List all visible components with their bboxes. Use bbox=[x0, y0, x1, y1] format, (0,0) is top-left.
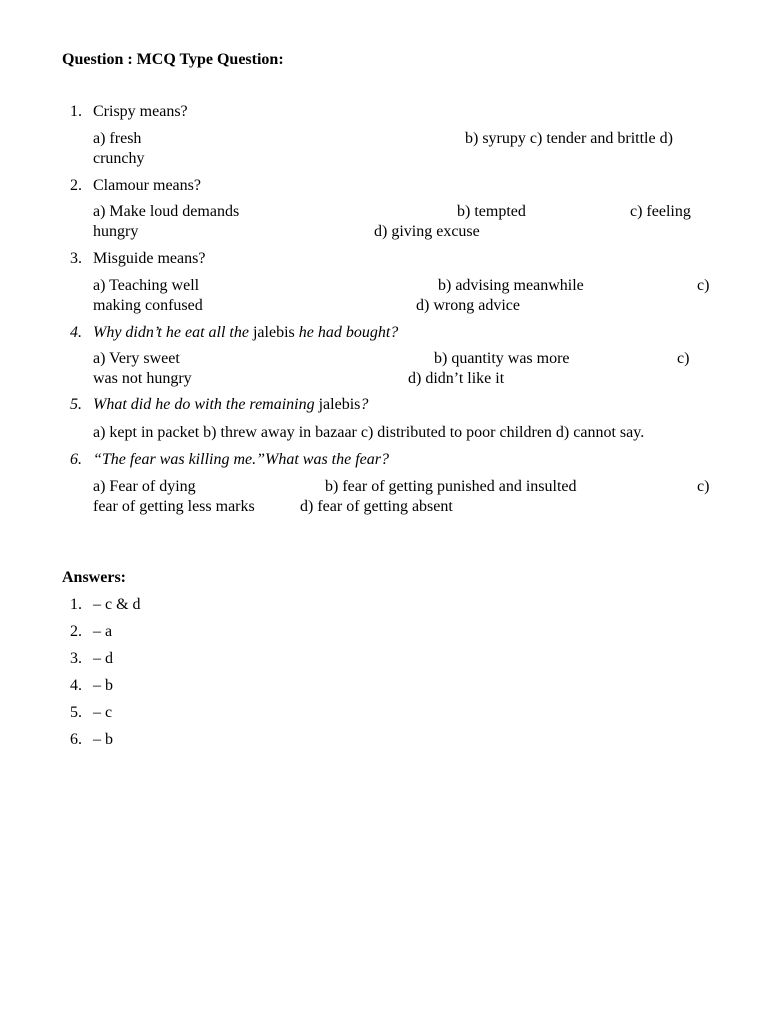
option-a: a) fresh bbox=[93, 130, 142, 147]
option-c-continued: was not hungry bbox=[93, 370, 192, 387]
option-c: c) bbox=[697, 478, 710, 495]
option-d: d) fear of getting absent bbox=[300, 498, 453, 515]
option-c: c) bbox=[697, 277, 710, 294]
question-text: Crispy means? bbox=[93, 103, 188, 120]
question-text: What did he do with the remaining jalebis? bbox=[93, 396, 369, 413]
question-number: 3. bbox=[70, 250, 82, 267]
options-line: a) kept in packet b) threw away in bazaar c) distributed to poor children d) cannot say. bbox=[93, 424, 645, 441]
answer-text: – c bbox=[93, 704, 113, 721]
answer-number: 5. bbox=[70, 704, 82, 721]
option-a: a) Fear of dying bbox=[93, 478, 196, 495]
answer-text: – b bbox=[93, 731, 113, 748]
question-number: 2. bbox=[70, 177, 82, 194]
option-c: c) bbox=[677, 350, 690, 367]
question-number: 1. bbox=[70, 103, 82, 120]
question-number: 5. bbox=[70, 396, 82, 413]
option-b: b) advising meanwhile bbox=[438, 277, 584, 294]
answers-heading: Answers: bbox=[62, 569, 126, 586]
option-a: a) Very sweet bbox=[93, 350, 180, 367]
option-a: a) Make loud demands bbox=[93, 203, 240, 220]
option-d: d) didn’t like it bbox=[408, 370, 505, 387]
option-c-continued: making confused bbox=[93, 297, 203, 314]
answer-number: 6. bbox=[70, 731, 82, 748]
option-d: d) wrong advice bbox=[416, 297, 520, 314]
option-b: b) quantity was more bbox=[434, 350, 570, 367]
option-b: b) tempted bbox=[457, 203, 526, 220]
option-d-continued: crunchy bbox=[93, 150, 145, 167]
option-b-c-d: b) syrupy c) tender and brittle d) bbox=[465, 130, 673, 147]
option-c-continued: hungry bbox=[93, 223, 139, 240]
question-number: 6. bbox=[70, 451, 82, 468]
answer-number: 4. bbox=[70, 677, 82, 694]
option-a: a) Teaching well bbox=[93, 277, 200, 294]
question-text: Clamour means? bbox=[93, 177, 201, 194]
question-text: Why didn’t he eat all the jalebis he had bought? bbox=[93, 324, 399, 341]
answer-number: 1. bbox=[70, 596, 82, 613]
option-c: c) feeling bbox=[630, 203, 691, 220]
page-heading: Question : MCQ Type Question: bbox=[62, 51, 284, 68]
question-text: “The fear was killing me.”What was the fear? bbox=[93, 451, 389, 468]
question-number: 4. bbox=[70, 324, 82, 341]
option-c-continued: fear of getting less marks bbox=[93, 498, 255, 515]
option-d: d) giving excuse bbox=[374, 223, 480, 240]
option-b: b) fear of getting punished and insulted bbox=[325, 478, 577, 495]
answer-number: 2. bbox=[70, 623, 82, 640]
answer-text: – c & d bbox=[93, 596, 141, 613]
answer-text: – a bbox=[93, 623, 113, 640]
answer-number: 3. bbox=[70, 650, 82, 667]
answer-text: – b bbox=[93, 677, 113, 694]
question-text: Misguide means? bbox=[93, 250, 206, 267]
answer-text: – d bbox=[93, 650, 113, 667]
